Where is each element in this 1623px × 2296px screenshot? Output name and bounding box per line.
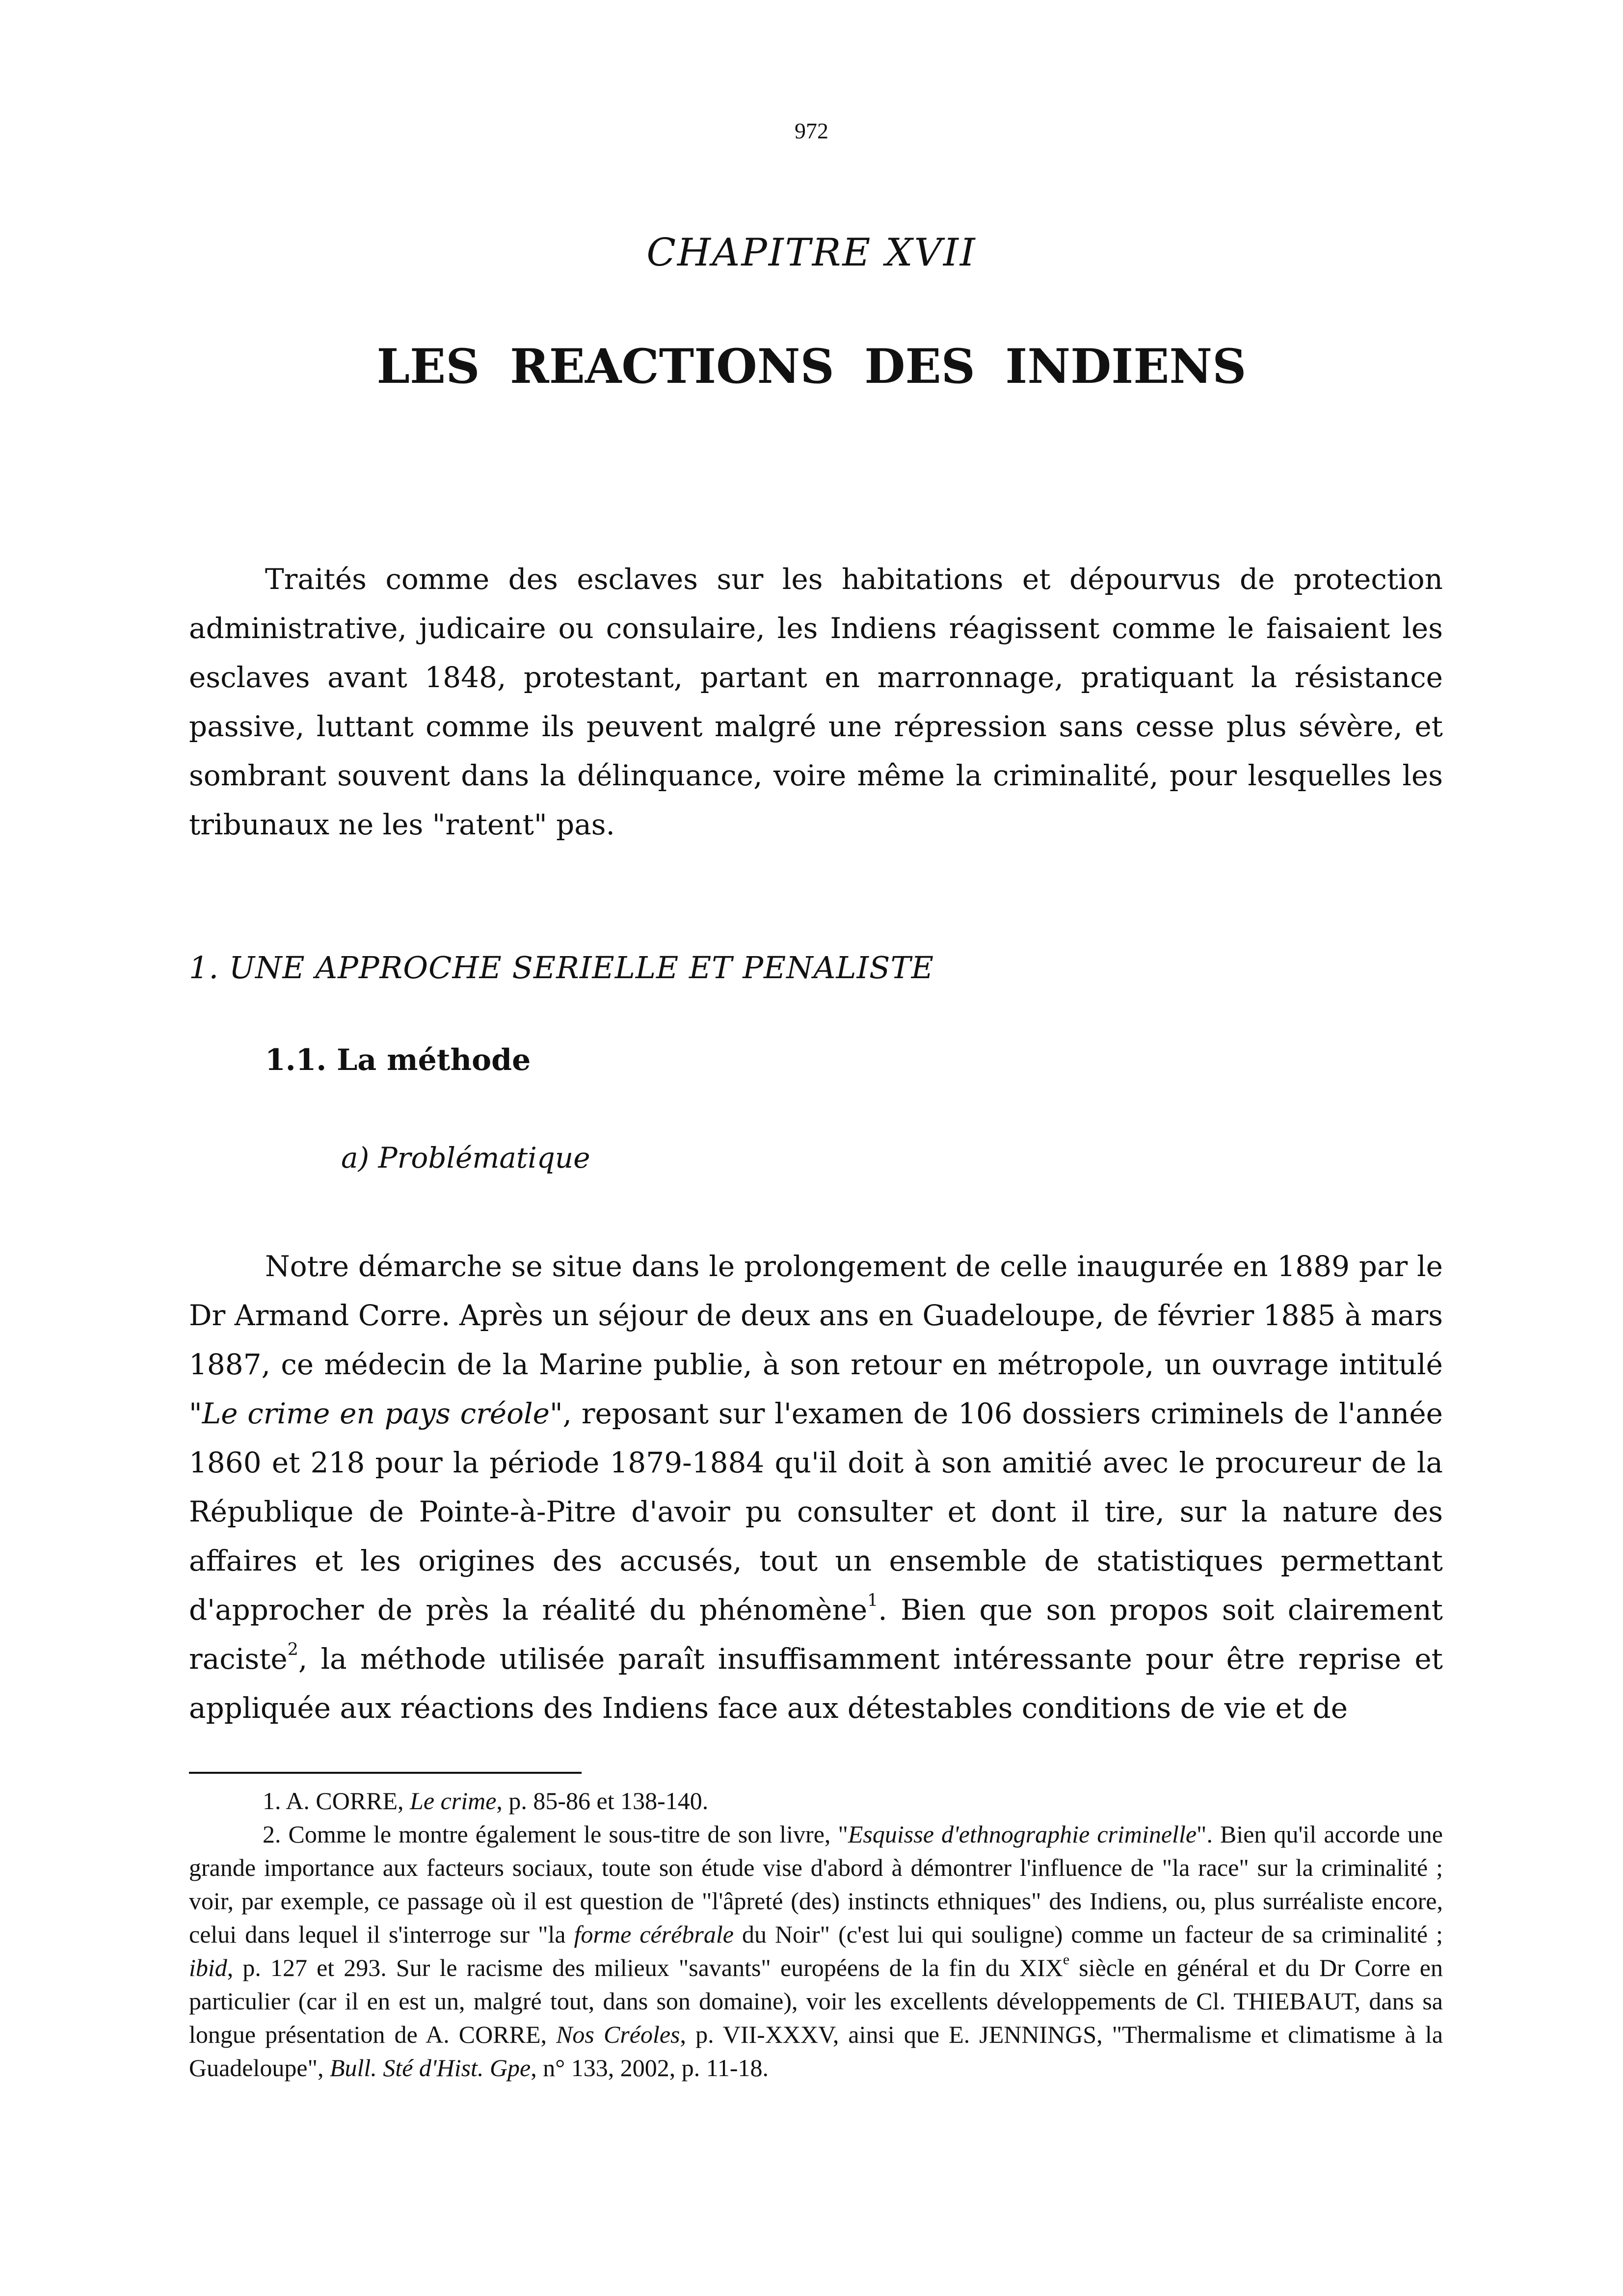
intro-text: Traités comme des esclaves sur les habitations et dépourvus de protection administrative, judicaire ou consulaire, les Indiens réagissent comme le faisaient les esclaves avant 1848, protestant, partant en marronnage, pratiquant la résistance passive, luttant comme ils peuvent malgré une répression sans cesse plus sévère, et sombrant souvent dans la délinquance, voire même la criminalité, pour lesquelles les tribunaux ne les "ratent" pas. (189, 562, 1443, 841)
footnote-1-title: Le crime (410, 1787, 497, 1815)
footnote-2-text: 2. Comme le montre également le sous-titre de son livre, " (263, 1820, 848, 1848)
footnote-1-pages: , p. 85-86 et 138-140. (496, 1787, 709, 1815)
footnote-1 (189, 1784, 1443, 1817)
footnote-2 (189, 1817, 1443, 2084)
footnote-2-subtitle: Esquisse d'ethnographie criminelle (848, 1820, 1197, 1848)
footnote-2-text: du Noir" (c'est lui qui souligne) comme un facteur de sa criminalité ; (733, 1921, 1443, 1948)
subsubsection-heading: a) Problématique (341, 1141, 590, 1175)
chapter-label: CHAPITRE XVII (646, 231, 977, 275)
footnote-2-emphasis: forme cérébrale (574, 1921, 734, 1948)
footnote-2-journal: Bull. Sté d'Hist. Gpe (330, 2054, 531, 2082)
body-text-2: ", reposant sur l'examen de 106 dossiers criminels de l'année 1860 et 218 pour la période 1879-1884 qu'il doit à son amitié avec le procureur de la République de Pointe-à-Pitre d'avoir pu consulter et dont il tire, sur la nature des affaires et les origines des accusés, tout un ensemble de statistiques permettant d'approcher de près la réalité du phénomène (189, 1397, 1443, 1627)
footnotes (189, 1784, 1443, 2084)
footnote-ref-1[interactable]: 1 (867, 1591, 878, 1611)
book-title: Le crime en pays créole (202, 1397, 550, 1430)
footnote-1-text: 1. A. CORRE, (263, 1787, 410, 1815)
intro-paragraph (189, 555, 1443, 849)
footnote-separator (189, 1772, 582, 1774)
footnote-2-text: , n° 133, 2002, p. 11-18. (531, 2054, 769, 2082)
footnote-2-text: , p. VII-XXXV, ainsi que E. JENNINGS, "Thermalisme et climatisme à la Guadeloupe", (189, 2021, 1443, 2082)
footnote-2-ibid: ibid (189, 1954, 227, 1981)
century-superscript: e (1063, 1951, 1070, 1968)
subsection-heading: 1.1. La méthode (265, 1043, 531, 1077)
body-text-4: , la méthode utilisée paraît insuffisamment intéressante pour être reprise et appliquée aux réactions des Indiens face aux détestables conditions de vie et de (189, 1642, 1443, 1725)
footnote-2-text: , p. 127 et 293. Sur le racisme des milieux "savants" européens de la fin du XIX (227, 1954, 1063, 1981)
footnote-2-text: ". Bien qu'il accorde une grande importance aux facteurs sociaux, toute son étude vise d'abord à démontrer l'influence de "la race" sur la criminalité ; voir, par exemple, ce passage où il est question de "l'âpreté (des) instincts ethniques" des Indiens, ou, plus surréaliste encore, celui dans lequel il s'interroge sur "la (189, 1820, 1443, 1948)
footnote-ref-2[interactable]: 2 (287, 1640, 298, 1660)
body-text-3: . Bien que son propos soit clairement raciste (189, 1593, 1443, 1676)
section-heading: 1. UNE APPROCHE SERIELLE ET PENALISTE (189, 950, 934, 986)
footnote-2-title: Nos Créoles (556, 2021, 680, 2048)
page-number: 972 (795, 118, 828, 143)
body-paragraph (189, 1242, 1443, 1733)
footnote-2-text: siècle en général et du Dr Corre en particulier (car il en est un, malgré tout, dans son domaine), voir les excellents développements de Cl. THIEBAUT, dans sa longue présentation de A. CORRE, (189, 1954, 1443, 2048)
body-text-1: Notre démarche se situe dans le prolongement de celle inaugurée en 1889 par le Dr Armand Corre. Après un séjour de deux ans en Guadeloupe, de février 1885 à mars 1887, ce médecin de la Marine publie, à son retour en métropole, un ouvrage intitulé " (189, 1250, 1443, 1430)
chapter-title: LES REACTIONS DES INDIENS (376, 339, 1247, 394)
